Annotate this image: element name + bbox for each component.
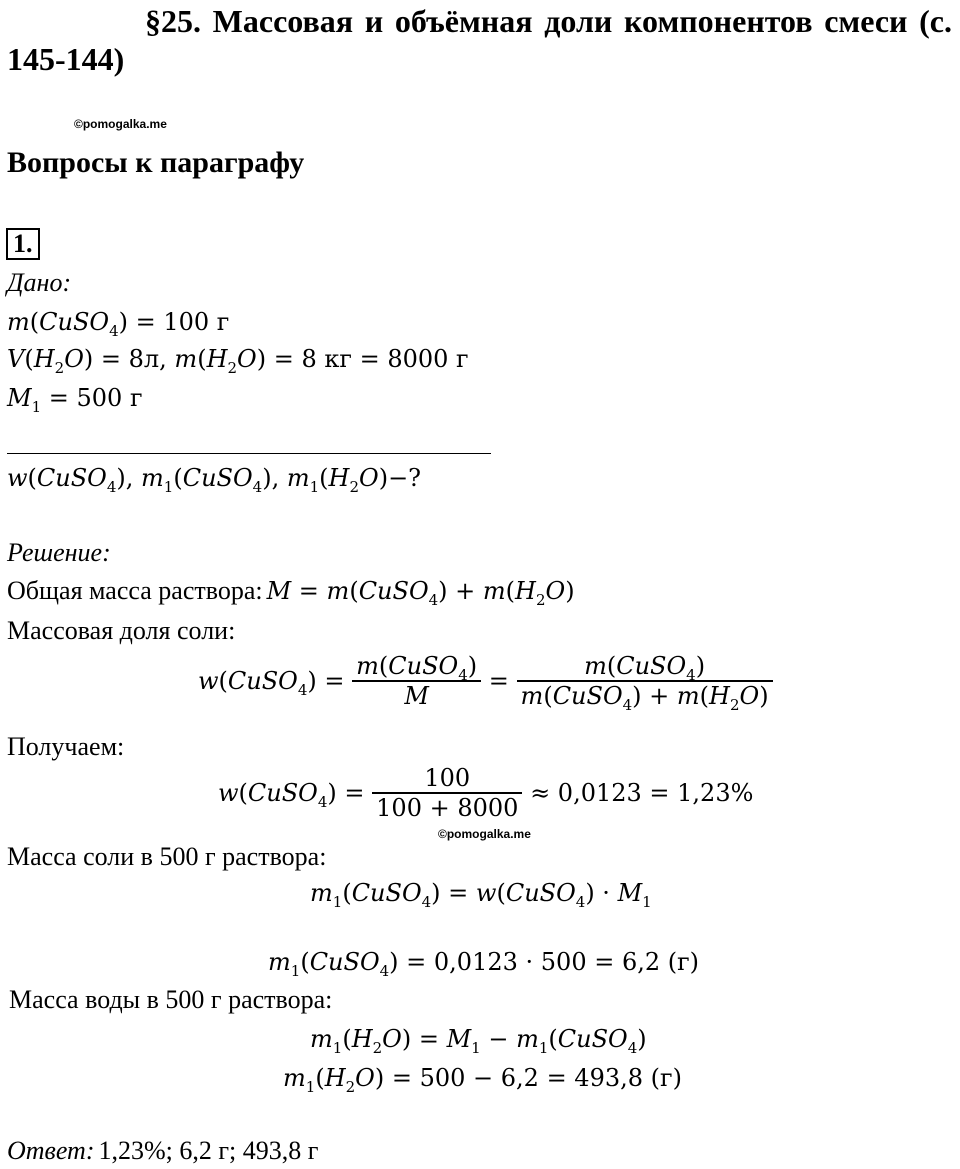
- calc-result: ≈ 0,0123 = 1,23%: [530, 779, 754, 807]
- section-heading: Вопросы к параграфу: [7, 146, 305, 179]
- given-mass-solution: = 500 г: [48, 384, 143, 412]
- given-volume-water: = 8л,: [100, 345, 167, 373]
- page-title: [7, 2, 952, 78]
- watermark-2: ©pomogalka.me: [438, 827, 531, 841]
- given-line-1: m(CuSO$_4$) = 100 г: [7, 308, 230, 340]
- step-2-text: Массовая доля соли:: [7, 616, 236, 645]
- answer-label: Ответ:: [7, 1136, 95, 1165]
- given-line-2: $V(H_2O) = 8л$, $m(H_2O) = 8$ кг = 8000 г: [7, 345, 469, 377]
- calc-denominator: 100 + 8000: [376, 794, 519, 822]
- formula-calc-fraction: w(CuSO$_4$) = $\frac{100}{100 + 8000}$ ≈ 0,0123 = 1,23%: [218, 764, 754, 822]
- solution-label: Решение:: [7, 538, 111, 567]
- formula-salt-mass: $m_1(CuSO_4)$ = w(CuSO$_4$) · $M_1$: [310, 879, 652, 911]
- solution-step-1: Общая масса раствора: M = m(CuSO$_4$) + $m(H_2O)$: [7, 576, 575, 609]
- find-line: w(CuSO$_4$), $m_1(CuSO_4)$, $m_1(H_2O)-$?: [7, 464, 422, 496]
- given-line-3: $M_1 = 500$ г: [7, 384, 143, 416]
- step-1-text: Общая масса раствора:: [7, 576, 263, 605]
- answer-text: 1,23%; 6,2 г; 493,8 г: [98, 1136, 319, 1165]
- given-mass-water: = 8 кг = 8000 г: [273, 345, 469, 373]
- step-4-text: Масса соли в 500 г раствора:: [7, 842, 327, 871]
- step-5-text: Масса воды в 500 г раствора:: [9, 985, 333, 1014]
- watermark: ©pomogalka.me: [74, 117, 167, 131]
- answer-line: [7, 1136, 318, 1166]
- given-mass-salt: = 100 г: [135, 308, 230, 336]
- find-tail: −?: [388, 464, 422, 492]
- formula-mass-fraction: w(CuSO$_4$) = $\frac{m(CuSO_4)}{M}$ = $\frac{m(CuSO_4)}{m(CuSO_4) + m(H_2O)}$: [198, 652, 773, 710]
- given-label: Дано:: [7, 268, 72, 297]
- formula-water-calc: $m_1(H_2O) = 500 - 6,2 = 493,8$ (г): [283, 1064, 682, 1096]
- calc-numerator: 100: [372, 764, 522, 794]
- formula-salt-calc: $m_1(CuSO_4) = 0,0123 \cdot 500 = 6,2$ (г): [268, 948, 700, 980]
- step-3-text: Получаем:: [7, 732, 125, 761]
- salt-calc-result: = 0,0123 · 500 = 6,2 (г): [406, 948, 700, 976]
- formula-water-mass: $m_1(H_2O) = M_1$ − $m_1(CuSO_4)$: [310, 1025, 647, 1057]
- task-number: 1.: [6, 228, 40, 260]
- title-text: §25. Массовая и объёмная доли компонентов смеси (с. 145-144): [7, 3, 952, 77]
- water-calc-result: = 500 − 6,2 = 493,8 (г): [391, 1064, 682, 1092]
- divider-line: [7, 453, 491, 454]
